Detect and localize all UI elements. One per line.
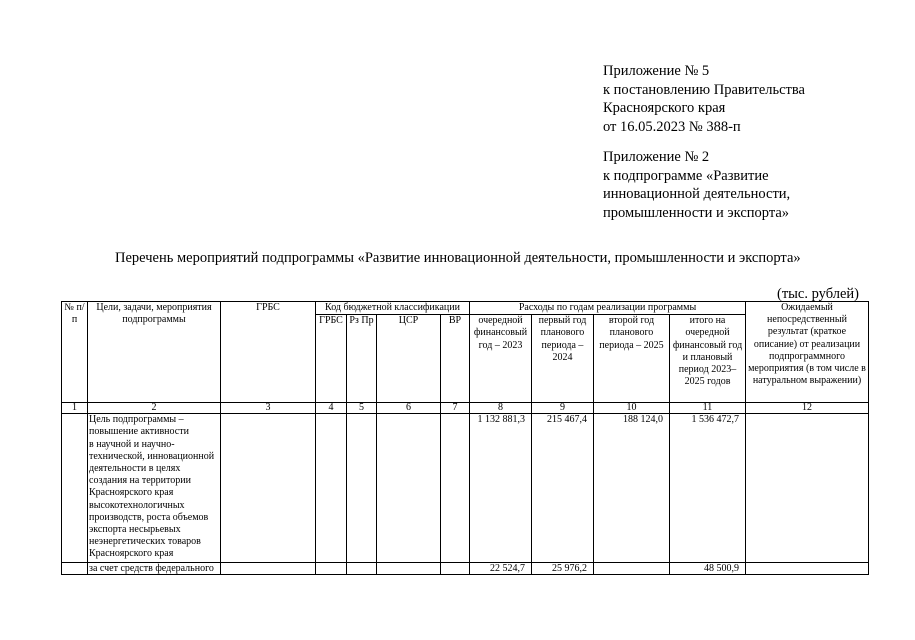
table-row	[62, 563, 869, 575]
appendix-2-line-3: инновационной деятельности,	[603, 186, 791, 202]
cell-total: 1 536 472,7	[670, 414, 746, 563]
appendix-2-block	[603, 148, 790, 222]
units-label: (тыс. рублей)	[777, 286, 859, 302]
cell-kbk-csr	[377, 414, 441, 563]
column-number: 9	[532, 403, 594, 414]
column-number: 2	[88, 403, 221, 414]
cell-kbk-vr	[441, 563, 470, 575]
header-kbk-vr: ВР	[441, 315, 470, 403]
cell-goal-text: за счет средств федерального	[88, 563, 221, 575]
column-number: 7	[441, 403, 470, 414]
header-expected: Ожидаемый непосредственный результат (краткое описание) от реализации подпрограммного мероприятия (в том числе в натуральном выражении)	[746, 302, 869, 403]
header-kbk-rzpr: Рз Пр	[347, 315, 377, 403]
cell-2025	[594, 563, 670, 575]
cell-grbs	[221, 414, 316, 563]
header-num: № п/п	[62, 302, 88, 403]
header-kbk-csr: ЦСР	[377, 315, 441, 403]
cell-kbk-rzpr	[347, 563, 377, 575]
appendix-5-block	[603, 62, 805, 136]
cell-expected	[746, 563, 869, 575]
header-year-2024: первый год планового периода – 2024	[532, 315, 594, 403]
appendix-5-line-4: от 16.05.2023 № 388-п	[603, 118, 741, 135]
measures-table	[61, 301, 869, 575]
cell-num	[62, 563, 88, 575]
header-grbs: ГРБС	[221, 302, 316, 403]
cell-2025: 188 124,0	[594, 414, 670, 563]
column-number: 5	[347, 403, 377, 414]
column-number: 11	[670, 403, 746, 414]
appendix-5-line-1: Приложение № 5	[603, 63, 710, 79]
column-number: 1	[62, 403, 88, 414]
header-goals: Цели, задачи, мероприятия подпрограммы	[88, 302, 221, 403]
appendix-2-line-2: к подпрограмме «Развитие	[603, 167, 769, 184]
cell-kbk-rzpr	[347, 414, 377, 563]
cell-2023: 1 132 881,3	[470, 414, 532, 563]
header-kbk-grbs: ГРБС	[316, 315, 347, 403]
cell-total: 48 500,9	[670, 563, 746, 575]
cell-num	[62, 414, 88, 563]
column-number-row	[62, 403, 869, 414]
document-title: Перечень мероприятий подпрограммы «Развитие инновационной деятельности, промышленности и экспорта»	[115, 250, 801, 266]
header-expenses: Расходы по годам реализации программы	[470, 302, 746, 315]
column-number: 8	[470, 403, 532, 414]
cell-kbk-vr	[441, 414, 470, 563]
header-year-2023: очередной финансовый год – 2023	[470, 315, 532, 403]
cell-kbk-grbs	[316, 563, 347, 575]
appendix-5-line-2: к постановлению Правительства	[603, 81, 805, 98]
appendix-5-line-3: Красноярского края	[603, 100, 726, 116]
cell-grbs	[221, 563, 316, 575]
cell-kbk-csr	[377, 563, 441, 575]
appendix-2-line-4: промышленности и экспорта»	[603, 204, 790, 221]
table-header-row	[62, 302, 869, 315]
column-number: 3	[221, 403, 316, 414]
cell-2023: 22 524,7	[470, 563, 532, 575]
cell-2024: 215 467,4	[532, 414, 594, 563]
column-number: 10	[594, 403, 670, 414]
cell-goal-text: Цель подпрограммы – повышение активности в научной и научно- технической, инновационной деятельности в целях создания на территории Красноярского края высокотехнологичных производств, роста объемов экспорта несырьевых неэнергетических товаров Красноярского края	[88, 414, 221, 563]
header-total: итого на очередной финансовый год и плановый период 2023–2025 годов	[670, 315, 746, 403]
column-number: 6	[377, 403, 441, 414]
column-number: 12	[746, 403, 869, 414]
cell-2024: 25 976,2	[532, 563, 594, 575]
header-kbk: Код бюджетной классификации	[316, 302, 470, 315]
column-number: 4	[316, 403, 347, 414]
appendix-2-line-1: Приложение № 2	[603, 149, 710, 165]
header-year-2025: второй год планового периода – 2025	[594, 315, 670, 403]
table-row	[62, 414, 869, 563]
cell-kbk-grbs	[316, 414, 347, 563]
cell-expected	[746, 414, 869, 563]
